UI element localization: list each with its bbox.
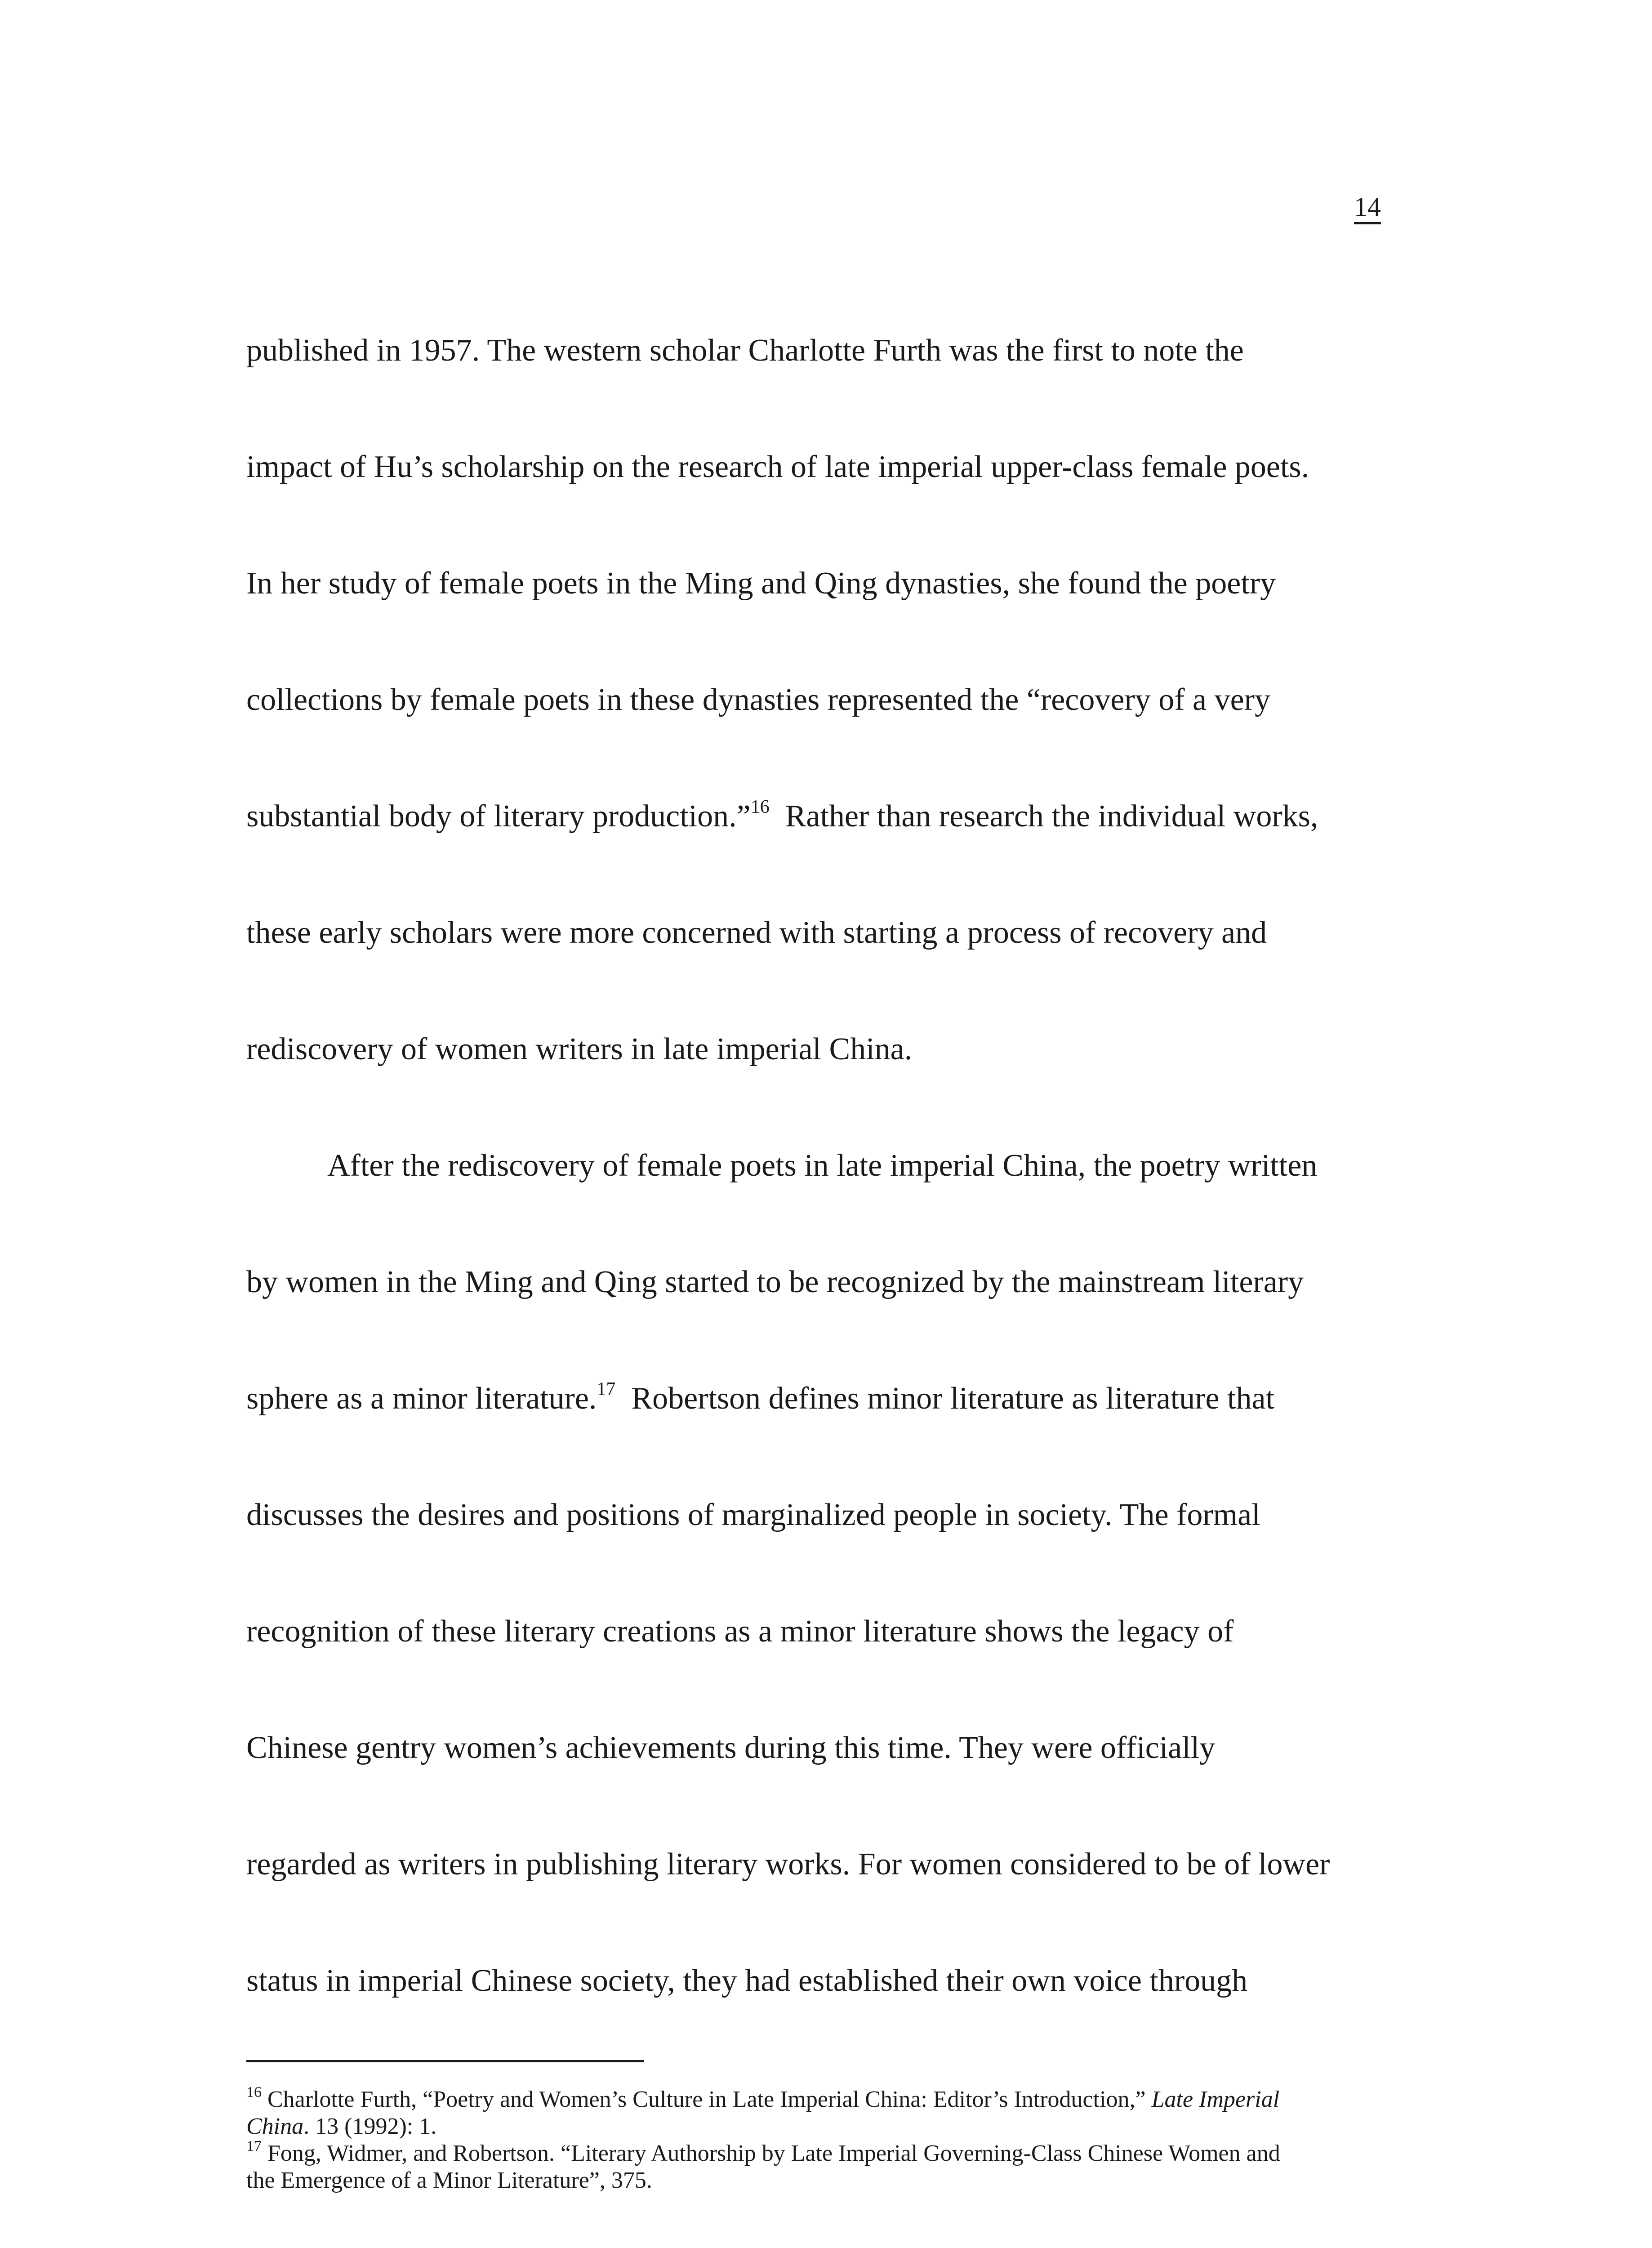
footnote-ref-16: 16 (750, 797, 770, 817)
footnotes (246, 2086, 1397, 2194)
footnote-line (246, 2086, 1397, 2113)
body-line (246, 758, 1397, 874)
footnote-line: the Emergence of a Minor Literature”, 375. (246, 2168, 652, 2193)
body-line-text: sphere as a minor literature. (246, 1381, 597, 1416)
body-line-text: Robertson defines minor literature as literature that (615, 1381, 1275, 1416)
body-line-text: Rather than research the individual works, (769, 799, 1318, 834)
footnote-divider (246, 2060, 644, 2062)
footnote-journal-title: Late Imperial (1151, 2087, 1280, 2112)
footnote-text: . 13 (1992): 1. (303, 2114, 437, 2139)
paragraph-start-line: After the rediscovery of female poets in late imperial China, the poetry written (327, 1148, 1318, 1183)
body-line: rediscovery of women writers in late imperial China. (246, 1032, 913, 1066)
body-line: by women in the Ming and Qing started to be recognized by the mainstream literary (246, 1265, 1304, 1299)
footnote-line (246, 2113, 1397, 2140)
page-number: 14 (1354, 192, 1381, 222)
body-line: recognition of these literary creations as a minor literature shows the legacy of (246, 1614, 1234, 1649)
body-line: In her study of female poets in the Ming and Qing dynasties, she found the poetry (246, 566, 1276, 601)
body-line: impact of Hu’s scholarship on the research of late imperial upper-class female poets. (246, 450, 1309, 484)
body-line: Chinese gentry women’s achievements during this time. They were officially (246, 1731, 1216, 1765)
body-line: discusses the desires and positions of marginalized people in society. The formal (246, 1498, 1260, 1532)
footnote-ref-17: 17 (597, 1379, 616, 1400)
body-line (246, 1340, 1397, 1457)
body-line: status in imperial Chinese society, they had established their own voice through (246, 1963, 1248, 1998)
footnote-text: Fong, Widmer, and Robertson. “Literary Authorship by Late Imperial Governing-Class Chinese Women and (262, 2141, 1280, 2166)
body-text (246, 292, 1397, 2039)
body-line-text: substantial body of literary production.” (246, 799, 751, 834)
body-line: collections by female poets in these dynasties represented the “recovery of a very (246, 682, 1270, 717)
body-line: regarded as writers in publishing literary works. For women considered to be of lower (246, 1847, 1330, 1882)
footnote-journal-title: China (246, 2114, 304, 2139)
footnote-17 (246, 2140, 1397, 2194)
footnote-mark: 16 (246, 2084, 262, 2101)
footnote-mark: 17 (246, 2138, 262, 2154)
footnote-16 (246, 2086, 1397, 2140)
footnote-line (246, 2140, 1397, 2167)
body-line: published in 1957. The western scholar Charlotte Furth was the first to note the (246, 333, 1244, 368)
footnote-text: Charlotte Furth, “Poetry and Women’s Culture in Late Imperial China: Editor’s Introduction,” (262, 2087, 1152, 2112)
body-line: these early scholars were more concerned with starting a process of recovery and (246, 915, 1267, 950)
